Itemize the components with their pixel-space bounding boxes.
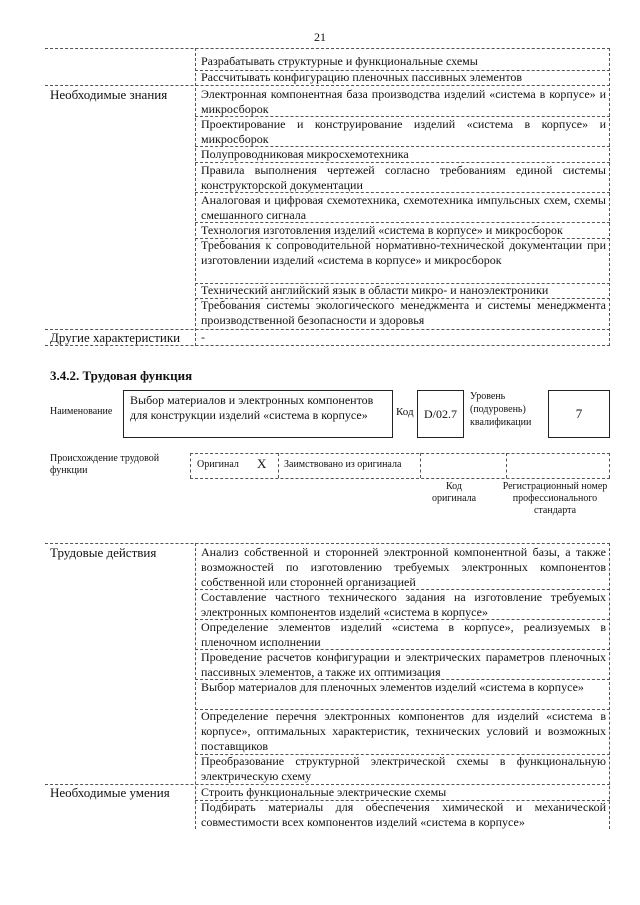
knowledge-item: Требования системы экологического менеджмента и системы менеджмента производственной безопасности и здоровья bbox=[201, 298, 606, 327]
original-mark: X bbox=[257, 456, 267, 471]
knowledge-item: Правила выполнения чертежей согласно требованиям единой системы конструкторской документации bbox=[201, 163, 606, 192]
knowledge-label: Необходимые знания bbox=[50, 87, 168, 102]
actions-label: Трудовые действия bbox=[50, 545, 157, 560]
action-item: Преобразование структурной электрической схемы в функциональную электрическую схему bbox=[201, 754, 606, 783]
knowledge-item: Требования к сопроводительной нормативно-технической документации при изготовлении изделий «система в корпусе» и микросборок bbox=[201, 238, 606, 267]
skill-item: Разрабатывать структурные и функциональные схемы bbox=[201, 54, 478, 68]
code-box bbox=[417, 390, 464, 438]
action-item: Анализ собственной и сторонней электронной компонентной базы, а также возможностей по изготовлению требуемых электронных компонентов собственной или сторонней организацией bbox=[201, 545, 606, 589]
skill-item: Подбирать материалы для обеспечения химической и механической совместимости всех компонентов изделий «система в корпусе» bbox=[201, 800, 606, 829]
action-item: Определение перечня электронных компонентов для изделий «система в корпусе», оптимальных характеристик, технических условий и возможных поставщиков bbox=[201, 709, 606, 753]
knowledge-item: Полупроводниковая микросхемотехника bbox=[201, 147, 409, 161]
borrowed-label: Заимствовано из оригинала bbox=[284, 459, 402, 470]
section-heading: 3.4.2. Трудовая функция bbox=[50, 368, 193, 383]
level-box bbox=[548, 390, 610, 438]
reg-number-label: Регистрационный номер профессионального стандарта bbox=[502, 481, 608, 516]
action-item: Определение элементов изделий «система в корпусе», реализуемых в пленочном исполнении bbox=[201, 620, 606, 649]
skill-item: Рассчитывать конфигурацию пленочных пассивных элементов bbox=[201, 70, 522, 84]
skill-item: Строить функциональные электрические схемы bbox=[201, 785, 447, 799]
origin-code-label: Код оригинала bbox=[431, 481, 477, 504]
origin-label: Происхождение трудовой функции bbox=[50, 453, 160, 476]
knowledge-item: Проектирование и конструирование изделий «система в корпусе» и микросборок bbox=[201, 117, 606, 146]
other-value: - bbox=[201, 330, 205, 344]
action-item: Составление частного технического задания на изготовление требуемых электронных компонентов изделий «система в корпусе» bbox=[201, 590, 606, 619]
name-box bbox=[123, 390, 393, 438]
name-value: Выбор материалов и электронных компонентов для конструкции изделий «система в корпусе» bbox=[130, 393, 374, 422]
level-label: Уровень (подуровень) квалификации bbox=[470, 391, 532, 428]
knowledge-item: Технический английский язык в области микро- и наноэлектроники bbox=[201, 283, 549, 297]
action-item: Выбор материалов для пленочных элементов изделий «система в корпусе» bbox=[201, 680, 584, 694]
knowledge-item: Технология изготовления изделий «система в корпусе» и микросборок bbox=[201, 223, 563, 237]
name-label: Наименование bbox=[50, 406, 113, 417]
skills-label: Необходимые умения bbox=[50, 785, 170, 800]
page-number: 21 bbox=[314, 30, 326, 44]
code-label: Код bbox=[396, 406, 414, 418]
other-label: Другие характеристики bbox=[50, 330, 181, 345]
action-item: Проведение расчетов конфигурации и электрических параметров пленочных пассивных элементов, а также их оптимизация bbox=[201, 650, 606, 679]
knowledge-item: Электронная компонентная база производства изделий «система в корпусе» и микросборок bbox=[201, 87, 606, 116]
knowledge-item: Аналоговая и цифровая схемотехника, схемотехника импульсных схем, схемы смешанного сигнала bbox=[201, 193, 606, 222]
level-value: 7 bbox=[575, 406, 583, 421]
code-value: D/02.7 bbox=[424, 407, 457, 421]
original-label: Оригинал bbox=[197, 459, 239, 470]
